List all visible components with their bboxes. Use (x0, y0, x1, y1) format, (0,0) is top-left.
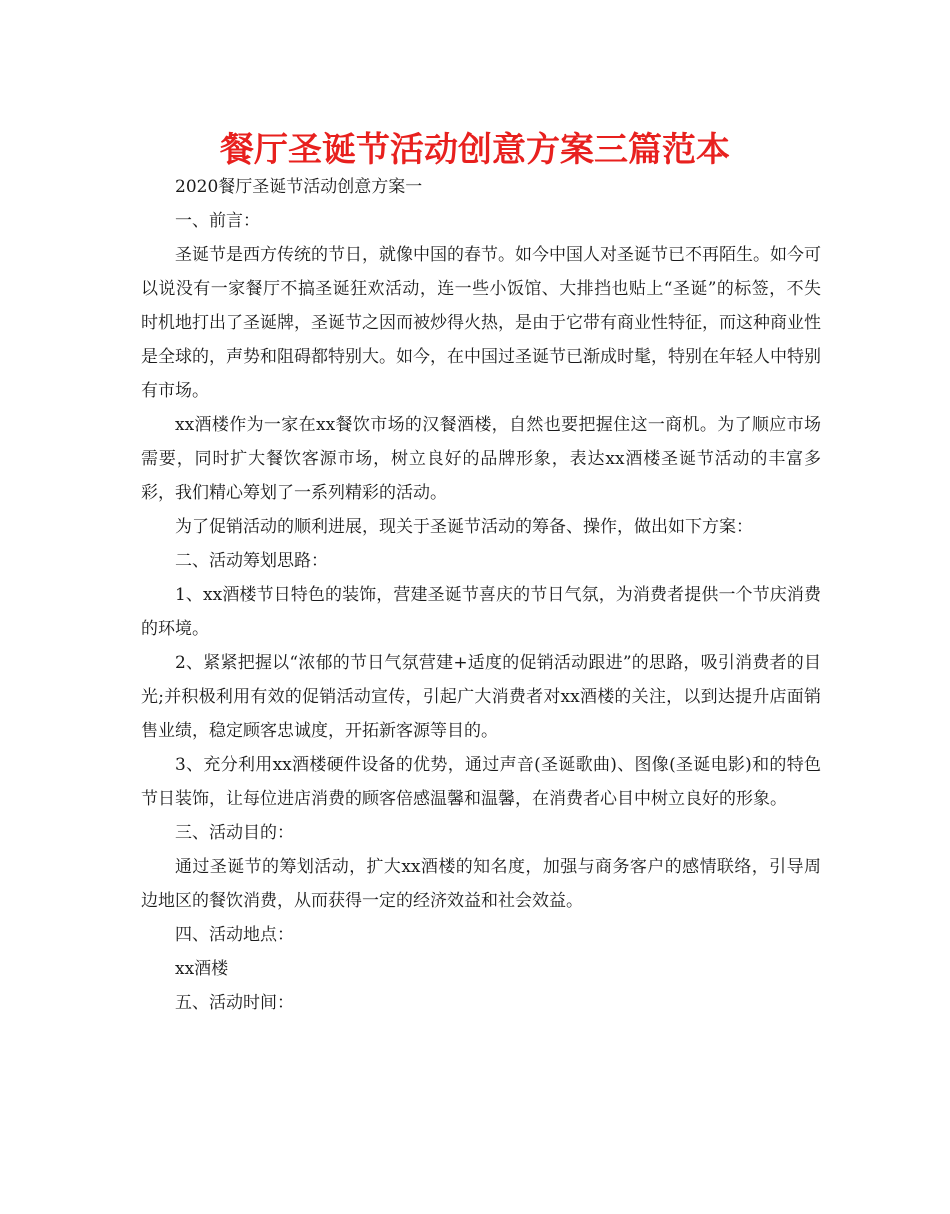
subtitle-paragraph: 2020餐厅圣诞节活动创意方案一 (175, 177, 423, 197)
section-heading-preface: 一、前言： (175, 211, 260, 231)
section-heading-purpose: 三、活动目的： (175, 823, 294, 843)
body-paragraph: 通过圣诞节的筹划活动，扩大xx酒楼的知名度，加强与商务客户的感情联络，引导周边地区的餐饮消费，从而获得一定的经济效益和社会效益。 (141, 857, 821, 911)
body-paragraph: 为了促销活动的顺利进展，现关于圣诞节活动的筹备、操作，做出如下方案： (175, 517, 753, 537)
document-title: 餐厅圣诞节活动创意方案三篇范本 (220, 130, 730, 170)
list-item: 2、紧紧把握以“浓郁的节日气氛营建+适度的促销活动跟进”的思路，吸引消费者的目光;并积极利用有效的促销活动宣传，引起广大消费者对xx酒楼的关注，以到达提升店面销售业绩，稳定顾客忠诚度，开拓新客源等目的。 (141, 653, 821, 741)
list-item: 1、xx酒楼节日特色的装饰，营建圣诞节喜庆的节日气氛，为消费者提供一个节庆消费的环境。 (141, 585, 821, 639)
section-heading-location: 四、活动地点： (175, 925, 294, 945)
body-paragraph: xx酒楼作为一家在xx餐饮市场的汉餐酒楼，自然也要把握住这一商机。为了顺应市场需要，同时扩大餐饮客源市场，树立良好的品牌形象，表达xx酒楼圣诞节活动的丰富多彩，我们精心筹划了一系列精彩的活动。 (141, 415, 821, 503)
body-paragraph: xx酒楼 (175, 959, 229, 979)
document-body (141, 170, 821, 1020)
list-item: 3、充分利用xx酒楼硬件设备的优势，通过声音(圣诞歌曲)、图像(圣诞电影)和的特色节日装饰，让每位进店消费的顾客倍感温馨和温馨，在消费者心目中树立良好的形象。 (141, 755, 821, 809)
section-heading-planning: 二、活动筹划思路： (175, 551, 328, 571)
body-paragraph: 圣诞节是西方传统的节日，就像中国的春节。如今中国人对圣诞节已不再陌生。如今可以说没有一家餐厅不搞圣诞狂欢活动，连一些小饭馆、大排挡也贴上“圣诞”的标签，不失时机地打出了圣诞牌，圣诞节之因而被炒得火热，是由于它带有商业性特征，而这种商业性是全球的，声势和阻碍都特别大。如今，在中国过圣诞节已渐成时髦，特别在年轻人中特别有市场。 (141, 245, 821, 401)
section-heading-time: 五、活动时间： (175, 993, 294, 1013)
